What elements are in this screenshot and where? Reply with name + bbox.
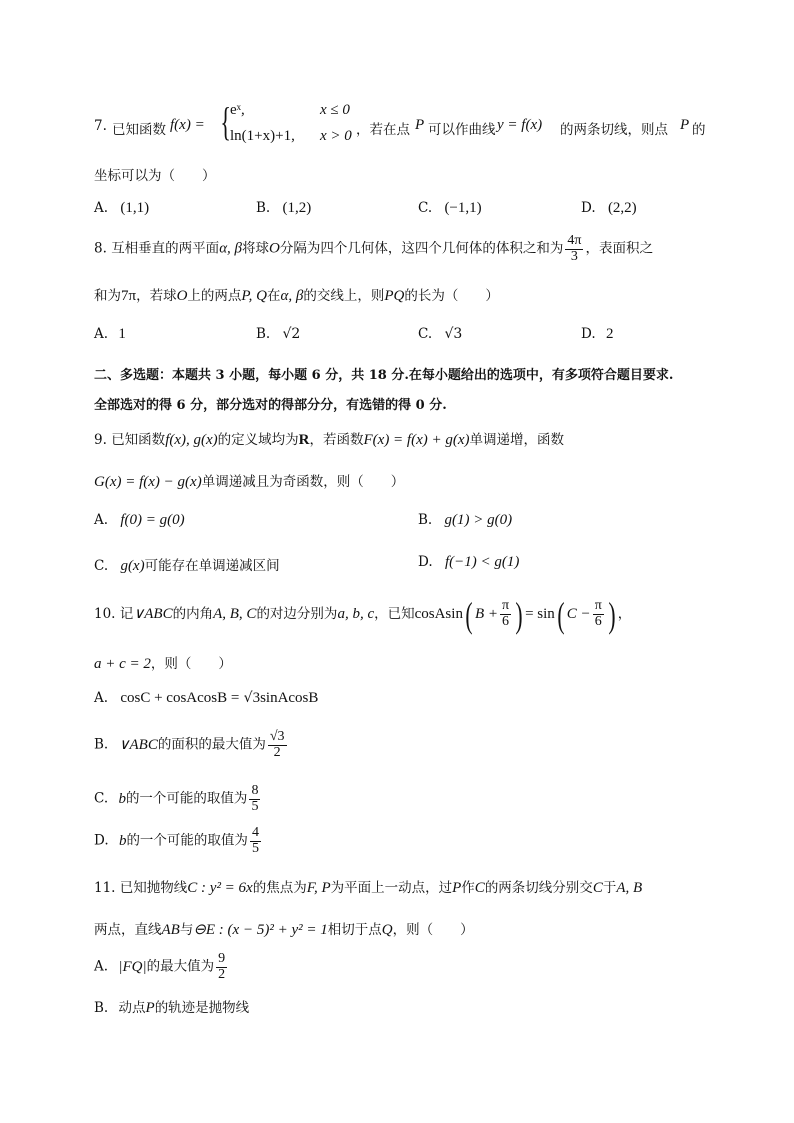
q10-number: 10. [94, 606, 116, 622]
fraction-denominator: 5 [251, 798, 259, 814]
option-letter: B. [94, 736, 109, 753]
q8-volume-fraction [565, 234, 583, 264]
q11-line2-d: ，则（ ） [392, 922, 474, 938]
right-paren: ) [608, 594, 616, 635]
q9-option-a [94, 512, 185, 529]
q10-option-c [94, 784, 262, 814]
option-letter: B. [256, 326, 271, 342]
option-letter: B. [94, 1000, 109, 1016]
option-text: 的最大值为 [146, 958, 215, 975]
sqrt-sign: √ [243, 690, 253, 706]
q11-circle: ⊖E : (x − 5)² + y² = 1 [193, 922, 328, 938]
q11-c2: C [592, 880, 603, 896]
q10-condition: a + c = 2 [94, 656, 151, 672]
q8-option-c [418, 326, 462, 342]
q8-option-d [581, 326, 613, 343]
q11-line2-a: 两点，直线 [94, 922, 162, 938]
q8-line2-d: 在 [266, 288, 281, 304]
q7-number: 7. [94, 118, 107, 134]
q9-Gdef: G(x) = f(x) − g(x) [94, 474, 202, 490]
option-text-a: 动点 [118, 1000, 146, 1016]
q7-option-d [581, 200, 637, 217]
q7-line2: 坐标可以为（ ） [94, 168, 216, 184]
section2-line1: 二、多选题：本题共 3 小题，每小题 6 分，共 18 分.在每小题给出的选项中，有多项符合题目要求. [94, 368, 674, 383]
option-letter: C. [94, 558, 109, 574]
q8-pq2: PQ [384, 288, 405, 304]
option-letter: D. [581, 326, 596, 342]
q8-line2-e: 的交线上，则 [303, 288, 385, 304]
q10-eq-c: C − [566, 606, 591, 622]
q7-text-b: 可以作曲线 [428, 122, 496, 138]
fraction-denominator: 2 [273, 744, 281, 760]
option-text: 的面积的最大值为 [157, 736, 266, 753]
q11-ab2: AB [161, 922, 180, 938]
q8-line2 [94, 284, 499, 305]
fraction-numerator: π [502, 598, 510, 614]
fraction-numerator: π [594, 598, 602, 614]
fraction-denominator: 5 [251, 840, 259, 856]
fraction-numerator: √3 [269, 729, 285, 744]
option-letter: A. [94, 512, 109, 528]
q7-p2: P [680, 117, 690, 133]
q8-option-b [256, 326, 300, 342]
option-b: b [118, 790, 126, 807]
fraction-denominator: 3 [570, 248, 578, 264]
q11-option-b [94, 996, 249, 1017]
q8-line2-a: 和为 [94, 288, 121, 304]
left-paren: ( [465, 594, 473, 635]
q8-line2-b: ，若球 [136, 288, 177, 304]
q10-option-a [94, 690, 318, 707]
q8-planes: α, β [219, 240, 243, 257]
option-fraction [249, 784, 260, 814]
q10-option-d [94, 826, 263, 856]
option-value: √3 [444, 326, 463, 342]
option-expr: g(x) [120, 558, 145, 574]
q10-eq-b: B + [474, 606, 498, 622]
fraction-denominator: 2 [218, 966, 226, 982]
q9-text-d: 单调递减且为奇函数，则（ ） [201, 474, 405, 490]
option-letter: C. [418, 326, 433, 342]
q9-number: 9. [94, 432, 107, 448]
option-letter: C. [94, 790, 109, 807]
q10-comma: ， [617, 606, 632, 622]
option-value: 2 [605, 326, 614, 342]
q7-text-d: 的 [692, 122, 706, 138]
q7-option-a [94, 200, 149, 217]
option-letter: A. [94, 200, 109, 216]
option-letter: C. [418, 200, 433, 216]
fraction-numerator: 9 [218, 951, 226, 966]
q9-text-a: 的定义域均为 [217, 432, 299, 448]
q9-lead: 已知函数 [111, 432, 166, 448]
option-value: f(−1) < g(1) [444, 554, 520, 570]
q8-pq: P, Q [241, 288, 267, 304]
option-value: f(0) = g(0) [120, 512, 185, 528]
option-text-b: 的轨迹是抛物线 [154, 1000, 250, 1016]
option-value: (1,1) [120, 200, 150, 216]
option-letter: B. [418, 512, 433, 528]
q7-case1-cond: x ≤ 0 [320, 102, 350, 118]
q7-case2-expr: ln(1+x)+1, [230, 128, 295, 144]
q7-case1-expr: eˣ, [230, 102, 245, 118]
q9-fg: f(x), g(x) [165, 432, 218, 448]
q11-option-a [94, 952, 229, 982]
q7-text-c: 的两条切线，则点 [560, 122, 668, 138]
q10-option-b [94, 730, 289, 760]
q10-text-d: ，已知 [374, 606, 415, 622]
q10-pi-over-6-a [500, 599, 511, 629]
q11-text-f: 于 [602, 880, 617, 896]
q7-p: P [415, 117, 425, 133]
option-text: 的一个可能的取值为 [125, 790, 248, 807]
q8-text-c: 分隔为四个几何体，这四个几何体的体积之和为 [279, 240, 564, 257]
option-triangle: ∨ABC [118, 736, 158, 753]
option-text: 的一个可能的取值为 [126, 832, 248, 849]
q8-o2: O [176, 288, 188, 304]
fraction-denominator: 6 [502, 614, 510, 629]
q11-text-b: 的焦点为 [252, 880, 307, 896]
q8-number: 8. [94, 240, 107, 257]
q10-sides: a, b, c [337, 606, 375, 622]
q11-text-e: 的两条切线分别交 [484, 880, 593, 896]
q7-option-b [256, 200, 311, 217]
q10-line2 [94, 652, 232, 673]
option-text: 可能存在单调递减区间 [144, 558, 280, 574]
section2-line2: 全部选对的得 6 分，部分选对的得部分分，有选错的得 0 分. [94, 398, 447, 413]
q11-line2-c: 相切于点 [327, 922, 382, 938]
q9-R: R [298, 432, 310, 448]
option-value: 1 [118, 326, 126, 342]
q11-text-d: 作 [461, 880, 475, 896]
option-value: √2 [282, 326, 301, 342]
q7-case2-cond: x > 0 [320, 128, 352, 144]
left-paren: ( [557, 594, 565, 635]
q11-line2-b: 与 [179, 922, 194, 938]
q10-pi-over-6-b [593, 599, 604, 629]
q8-text-a: 互相垂直的两平面 [111, 240, 220, 257]
q7-lead: 已知函数 [112, 122, 166, 138]
option-letter: D. [418, 554, 433, 570]
option-letter: B. [256, 200, 271, 216]
q10-eq-lhs: cosAsin [414, 606, 463, 622]
option-letter: A. [94, 690, 109, 706]
q8-text-d: ，表面积之 [585, 240, 653, 257]
q11-q: Q [381, 922, 393, 938]
q11-text-c: 为平面上一动点，过 [330, 880, 453, 896]
q8-line1 [94, 234, 653, 264]
option-b: b [118, 832, 127, 849]
q9-text-c: 单调递增，函数 [469, 432, 565, 448]
q8-planes2: α, β [280, 288, 304, 304]
right-paren: ) [515, 594, 523, 635]
q9-line2 [94, 470, 404, 491]
q8-option-a [94, 326, 126, 343]
q9-text-b: ，若函数 [309, 432, 364, 448]
q7-brace: { [220, 99, 231, 144]
q11-curve: C : y² = 6x [187, 880, 253, 896]
option-value: (1,2) [282, 200, 312, 216]
q7-curve: y = f(x) [497, 117, 543, 133]
q7-option-c [418, 200, 482, 217]
q11-number: 11. [94, 880, 116, 896]
fraction-numerator: 8 [251, 783, 259, 798]
option-fraction [268, 730, 287, 760]
q7-text-a: ，若在点 [356, 122, 410, 138]
option-rhs: 3sinAcosB [252, 690, 319, 706]
q11-line1 [94, 876, 642, 897]
fraction-denominator: 6 [594, 614, 602, 629]
option-fraction [216, 952, 227, 982]
q11-p: P [452, 880, 462, 896]
option-letter: A. [94, 326, 109, 342]
q9-option-c [94, 554, 280, 575]
q11-text-a: 已知抛物线 [119, 880, 188, 896]
option-letter: D. [581, 200, 596, 216]
q10-triangle: ∨ABC [133, 606, 173, 622]
fraction-numerator: 4 [251, 825, 259, 840]
q8-o: O [269, 240, 280, 257]
option-fraction [250, 826, 261, 856]
q10-eq-eq: = sin [525, 606, 555, 622]
q10-text-a: 记 [119, 606, 134, 622]
q9-line1 [94, 428, 564, 449]
q10-line2-b: ，则（ ） [150, 656, 232, 672]
q7-fx: f(x) = [170, 117, 205, 133]
option-expr: |FQ| [118, 958, 147, 975]
fraction-numerator: 4π [567, 233, 582, 248]
q10-line1 [94, 594, 631, 634]
q9-Fdef: F(x) = f(x) + g(x) [363, 432, 470, 448]
q9-option-b [418, 512, 512, 529]
q10-text-c: 的对边分别为 [256, 606, 338, 622]
q8-line2-f: 的长为（ ） [404, 288, 499, 304]
q11-ab: A, B [616, 880, 643, 896]
option-letter: D. [94, 832, 109, 849]
q8-area: 7π [121, 288, 137, 304]
option-p: P [145, 1000, 155, 1016]
q10-angles: A, B, C [213, 606, 257, 622]
q8-line2-c: 上的两点 [187, 288, 242, 304]
q11-fp: F, P [306, 880, 331, 896]
q8-text-b: 将球 [242, 240, 270, 257]
q11-c: C [474, 880, 485, 896]
q9-option-d [418, 554, 519, 571]
option-value: g(1) > g(0) [444, 512, 513, 528]
option-lhs: cosC + cosAcosB = [120, 690, 240, 706]
option-value: (−1,1) [444, 200, 482, 216]
option-letter: A. [94, 958, 109, 975]
q10-text-b: 的内角 [172, 606, 214, 622]
q11-line2 [94, 918, 474, 939]
option-value: (2,2) [607, 200, 637, 216]
